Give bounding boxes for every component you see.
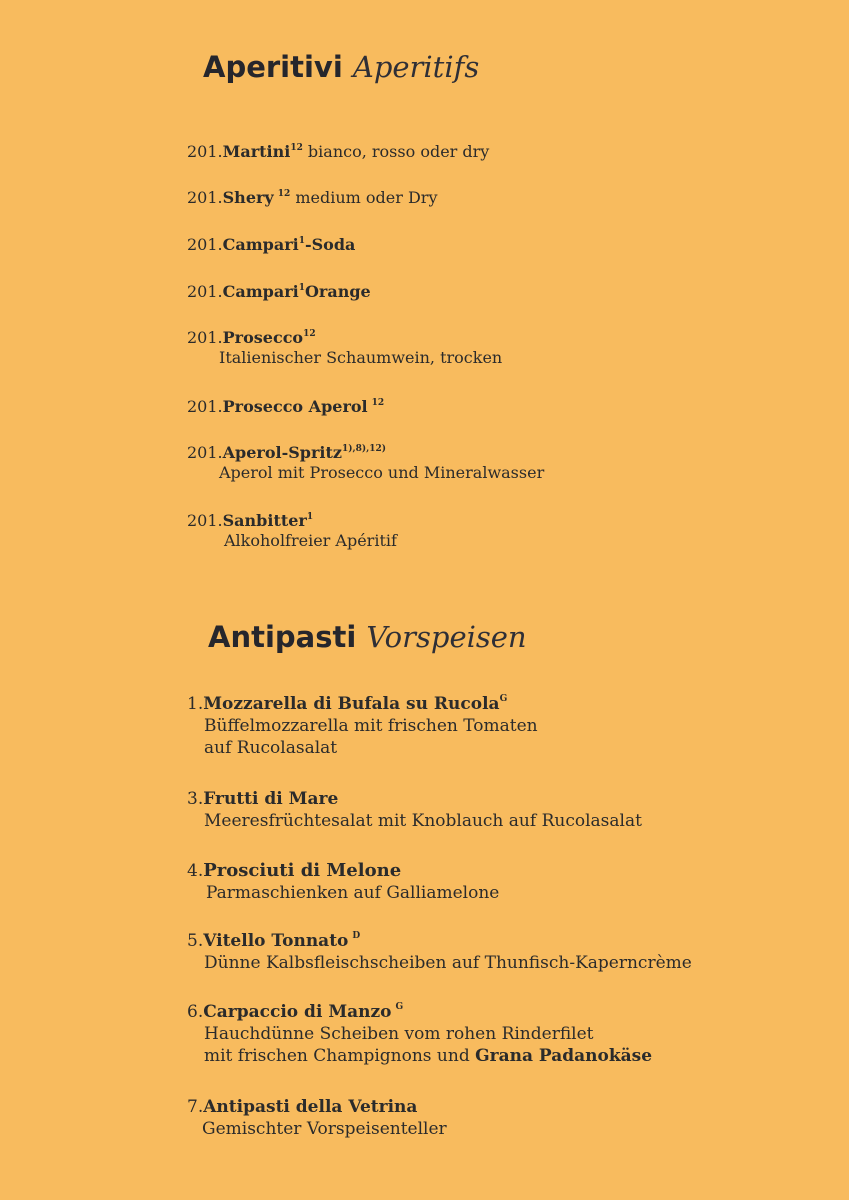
item-description: Büffelmozzarella mit frischen Tomaten <box>204 716 538 736</box>
section-title-antipasti <box>208 620 527 654</box>
allergen-code: 1 <box>298 282 305 293</box>
menu-item-shery <box>187 188 438 207</box>
item-number: 1. <box>187 694 204 714</box>
menu-item-frutti-di-mare <box>187 789 642 831</box>
allergen-code: 1),8),12) <box>341 443 387 454</box>
section-title-italian: Antipasti <box>208 620 357 654</box>
item-detail: Orange <box>304 282 371 301</box>
menu-item-campari-orange <box>187 282 371 301</box>
allergen-code: 12 <box>277 188 291 199</box>
item-description: Aperol mit Prosecco und Mineralwasser <box>219 463 545 482</box>
item-name: Aperol-Spritz <box>222 443 342 462</box>
item-number: 201. <box>187 397 223 416</box>
item-number: 6. <box>187 1002 204 1022</box>
allergen-code: D <box>352 931 361 942</box>
menu-item-prosciuti-di-melone <box>187 860 499 903</box>
item-number: 201. <box>187 235 223 254</box>
item-number: 201. <box>187 328 223 347</box>
item-description <box>187 1046 652 1066</box>
item-number: 5. <box>187 931 204 951</box>
item-description: Hauchdünne Scheiben vom rohen Rinderfilet <box>204 1024 594 1044</box>
item-name: Antipasti della Vetrina <box>203 1097 418 1117</box>
allergen-code: 12 <box>303 328 316 339</box>
item-description: Italienischer Schaumwein, trocken <box>219 348 503 367</box>
item-number: 3. <box>187 789 204 809</box>
item-name: Carpaccio di Manzo <box>203 1002 392 1022</box>
menu-item-sanbitter <box>187 511 397 550</box>
menu-item-campari-soda <box>187 235 355 254</box>
allergen-code: 1 <box>298 235 305 246</box>
item-description: Meeresfrüchtesalat mit Knoblauch auf Rucolasalat <box>204 811 642 831</box>
item-description: auf Rucolasalat <box>204 738 338 758</box>
allergen-code: 12 <box>290 142 303 153</box>
item-name: Sanbitter <box>222 511 307 530</box>
item-name: Campari <box>222 235 299 254</box>
menu-item-aperol-spritz <box>187 443 544 482</box>
item-name: Martini <box>222 142 291 161</box>
item-number: 201. <box>187 443 223 462</box>
item-description-highlight: Grana Padanokäse <box>475 1046 653 1066</box>
item-number: 201. <box>187 188 223 207</box>
allergen-code: G <box>499 694 508 705</box>
item-name: Campari <box>222 282 299 301</box>
item-detail: -Soda <box>304 235 356 254</box>
menu-item-martini <box>187 142 489 161</box>
section-title-italian: Aperitivi <box>203 50 343 84</box>
item-name: Prosecco <box>222 328 304 347</box>
item-number: 201. <box>187 142 223 161</box>
item-number: 4. <box>187 861 204 881</box>
allergen-code: 1 <box>306 511 314 522</box>
section-title-aperitivi <box>203 50 479 84</box>
menu-item-mozzarella <box>187 694 538 758</box>
menu-item-antipasti-vetrina <box>187 1097 447 1139</box>
menu-item-vitello-tonnato <box>187 931 692 973</box>
item-name: Shery <box>222 188 274 207</box>
item-description: Gemischter Vorspeisenteller <box>202 1119 447 1139</box>
menu-item-carpaccio <box>187 1002 652 1066</box>
item-description: Parmaschienken auf Galliamelone <box>206 883 500 903</box>
item-number: 7. <box>187 1097 204 1117</box>
menu-item-prosecco <box>187 328 502 367</box>
item-name: Prosciuti di Melone <box>203 860 402 881</box>
item-name: Frutti di Mare <box>203 789 339 809</box>
item-name: Prosecco Aperol <box>222 397 368 416</box>
item-number: 201. <box>187 511 223 530</box>
section-title-german: Vorspeisen <box>366 620 527 654</box>
allergen-code: 12 <box>371 397 385 408</box>
item-name: Mozzarella di Bufala su Rucola <box>203 694 500 714</box>
item-description-text: mit frischen Champignons und <box>204 1046 476 1066</box>
item-detail: bianco, rosso oder dry <box>302 142 490 161</box>
item-name: Vitello Tonnato <box>203 931 349 951</box>
item-detail: medium oder Dry <box>290 188 438 207</box>
menu-item-prosecco-aperol <box>187 397 384 416</box>
section-title-german: Aperitifs <box>352 50 480 84</box>
item-description: Dünne Kalbsfleischscheiben auf Thunfisch-Kaperncrème <box>204 953 692 973</box>
allergen-code: G <box>395 1002 404 1013</box>
item-description: Alkoholfreier Apéritif <box>224 531 397 550</box>
item-number: 201. <box>187 282 223 301</box>
